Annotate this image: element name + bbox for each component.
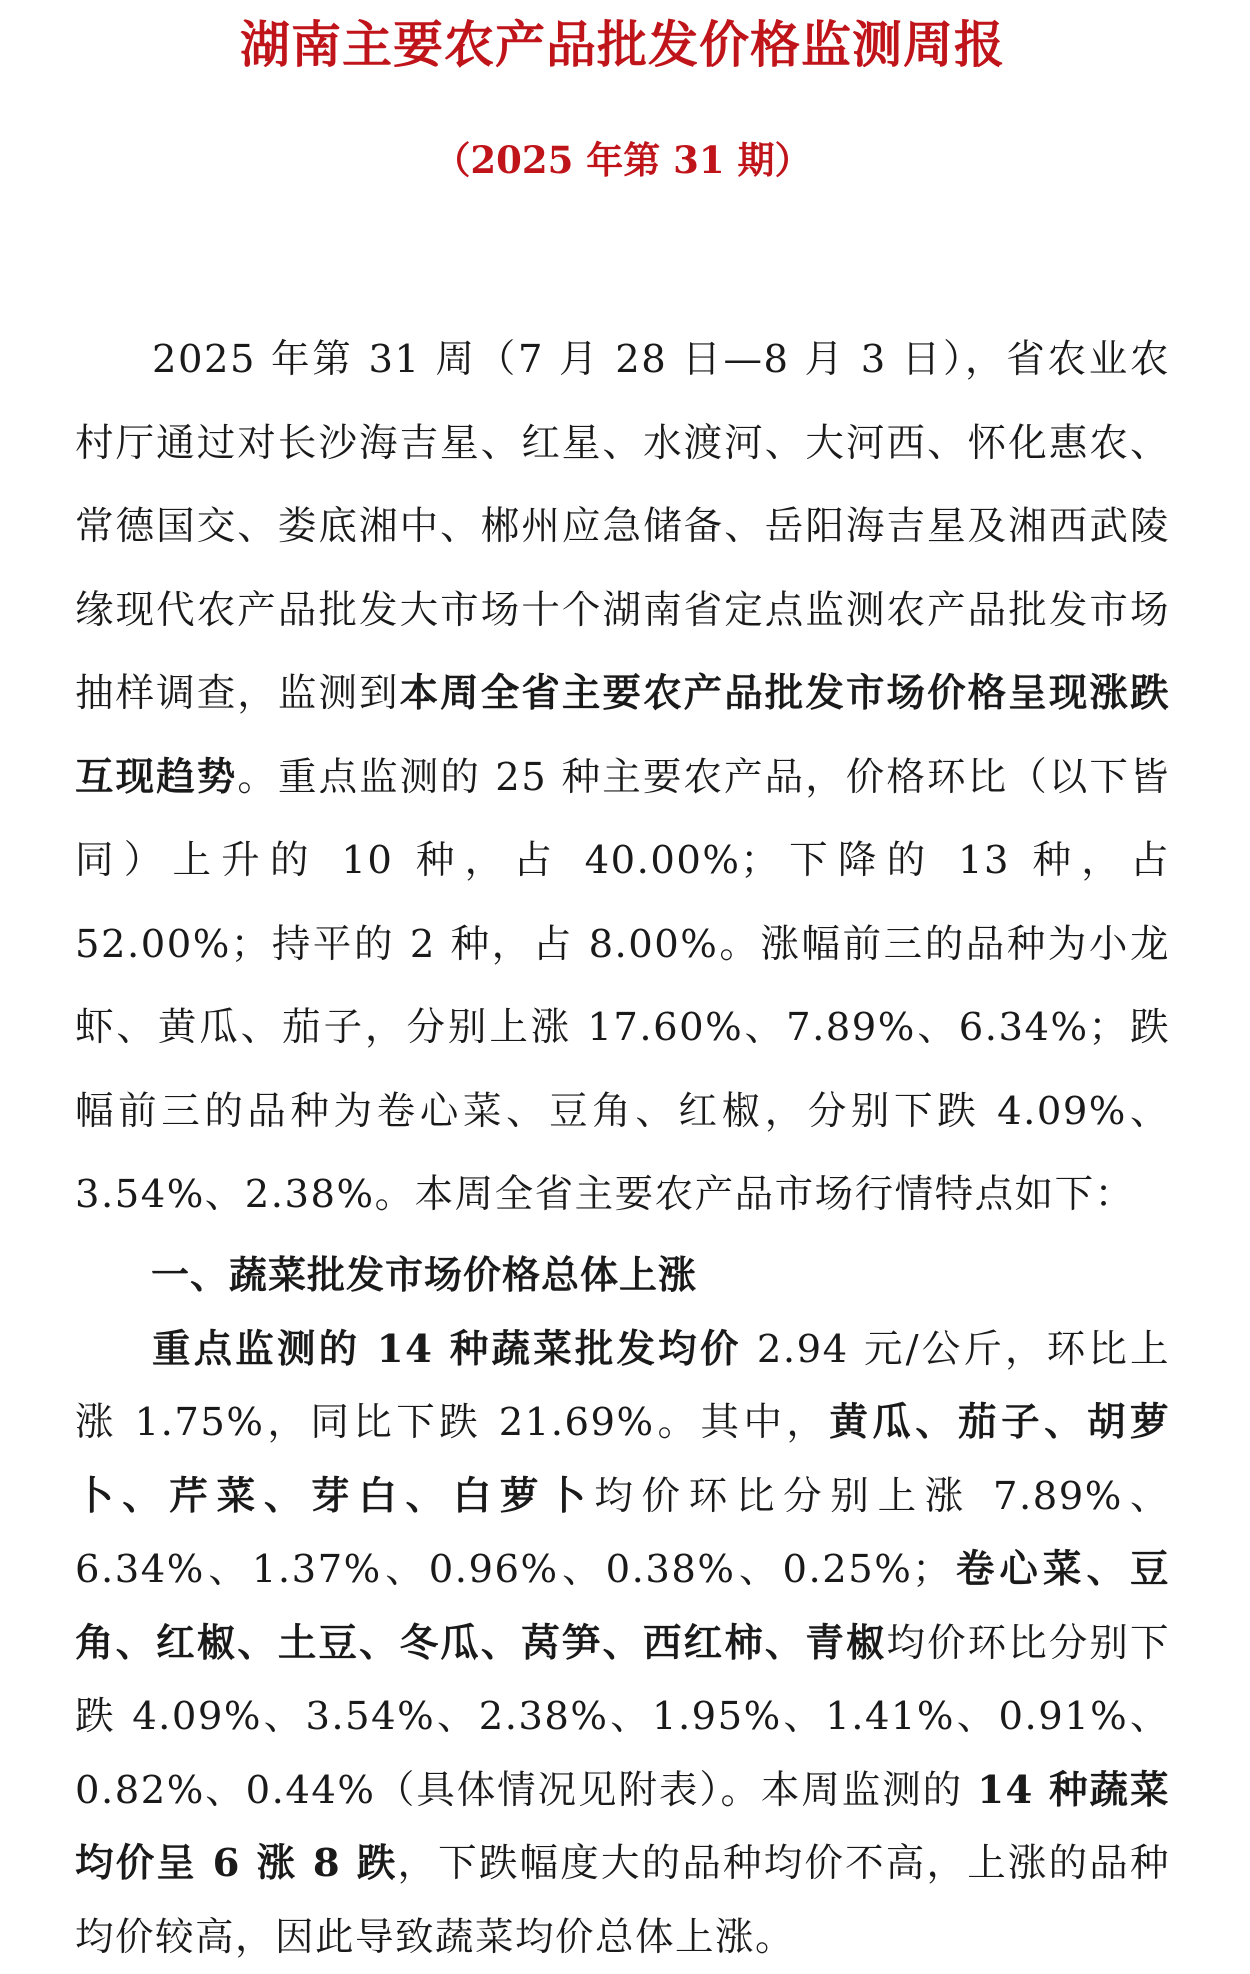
issue-number: （2025 年第 31 期） bbox=[75, 130, 1170, 190]
rising-vegetables: 黄瓜、茄子、胡萝卜、芹菜、芽白、白萝卜 bbox=[75, 1400, 1170, 1519]
report-body bbox=[75, 318, 1170, 1974]
intro-paragraph bbox=[75, 318, 1170, 1237]
vegetable-text-4: ，下跌幅度大的品种均价不高，上涨的品种均价较高，因此导致蔬菜均价总体上涨。 bbox=[75, 1841, 1170, 1960]
section-heading-vegetables: 一、蔬菜批发市场价格总体上涨 bbox=[75, 1237, 1170, 1313]
falling-vegetables: 卷心菜、豆角、红椒、土豆、冬瓜、莴笋、西红柿、青椒 bbox=[75, 1547, 1170, 1666]
intro-highlight: 本周全省主要农产品批发市场价格呈现涨跌互现趋势 bbox=[75, 671, 1170, 800]
vegetable-paragraph bbox=[75, 1313, 1170, 1974]
vegetable-text-2: 均价环比分别上涨 7.89%、6.34%、1.37%、0.96%、0.38%、0.25%； bbox=[75, 1474, 1170, 1593]
intro-text-2: 。重点监测的 25 种主要农产品，价格环比（以下皆同）上升的 10 种，占 40.00%；下降的 13 种，占 52.00%；持平的 2 种，占 8.00%。涨幅前三的品种为小龙虾、黄瓜、茄子，分别上涨 17.60%、7.89%、6.34%；跌幅前三的品种为卷心菜、豆角、红椒，分别下跌 4.09%、3.54%、2.38%。本周全省主要农产品市场行情特点如下： bbox=[75, 755, 1170, 1218]
vegetable-text-1: 2.94 元/公斤，环比上涨 1.75%，同比下跌 21.69%。其中， bbox=[75, 1327, 1170, 1446]
intro-text-1: 2025 年第 31 周（7 月 28 日—8 月 3 日），省农业农村厅通过对长沙海吉星、红星、水渡河、大河西、怀化惠农、常德国交、娄底湘中、郴州应急储备、岳阳海吉星及湘西武陵缘现代农产品批发大市场十个湖南省定点监测农产品批发市场抽样调查，监测到 bbox=[75, 337, 1170, 716]
vegetable-summary: 14 种蔬菜均价呈 6 涨 8 跌 bbox=[75, 1768, 1170, 1887]
report-title: 湖南主要农产品批发价格监测周报 bbox=[75, 10, 1170, 80]
vegetable-lead: 重点监测的 14 种蔬菜批发均价 bbox=[152, 1327, 741, 1372]
vegetable-text-3: 均价环比分别下跌 4.09%、3.54%、2.38%、1.95%、1.41%、0.91%、0.82%、0.44%（具体情况见附表）。本周监测的 bbox=[75, 1621, 1170, 1813]
